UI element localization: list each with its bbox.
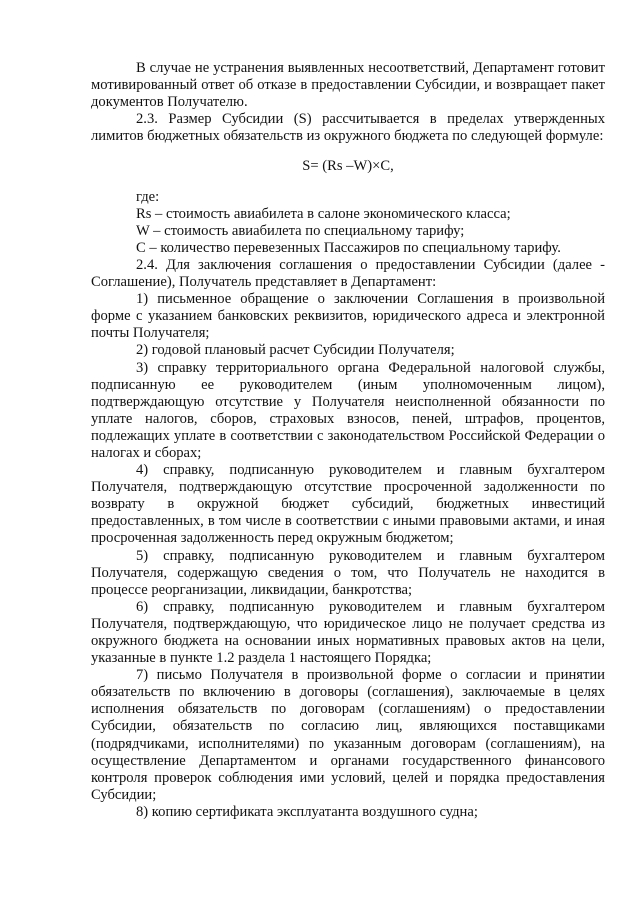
- list-item-2: 2) годовой плановый расчет Субсидии Получателя;: [136, 342, 455, 359]
- list-item-1: 1) письменное обращение о заключении Соглашения в произвольной форме с указанием банковских реквизитов, юридического адреса и электронной почты Получателя;: [91, 291, 605, 342]
- list-item-8: 8) копию сертификата эксплуатанта воздушного судна;: [136, 803, 478, 820]
- list-item-4: 4) справку, подписанную руководителем и главным бухгалтером Получателя, подтверждающую отсутствие просроченной задолженности по возврату в окружной бюджет субсидий, бюджетных инвестиций предоставленных, в том числе в соответствии с иными правовыми актами, и иная просроченная задолженность перед окружным бюджетом;: [91, 462, 605, 547]
- list-item-5: 5) справку, подписанную руководителем и главным бухгалтером Получателя, содержащую сведения о том, что Получатель не находится в процессе реорганизации, ликвидации, банкротства;: [91, 547, 605, 598]
- paragraph-2-4: 2.4. Для заключения соглашения о предоставлении Субсидии (далее - Соглашение), Получатель представляет в Департамент:: [91, 256, 605, 291]
- formula-def-w: W – стоимость авиабилета по специальному тарифу;: [136, 222, 465, 239]
- formula-where: где:: [136, 188, 160, 205]
- formula-def-rs: Rs – стоимость авиабилета в салоне экономического класса;: [136, 205, 511, 222]
- formula-def-c: С – количество перевезенных Пассажиров по специальному тарифу.: [136, 239, 561, 256]
- document-page: [91, 60, 605, 821]
- subsidy-formula: S= (Rs –W)×C,: [302, 158, 394, 175]
- paragraph-refusal: В случае не устранения выявленных несоответствий, Департамент готовит мотивированный ответ об отказе в предоставлении Субсидии, и возвращает пакет документов Получателю.: [91, 60, 605, 111]
- paragraph-2-3: 2.3. Размер Субсидии (S) рассчитывается в пределах утвержденных лимитов бюджетных обязательств из окружного бюджета по следующей формуле:: [91, 111, 605, 145]
- list-item-3: 3) справку территориального органа Федеральной налоговой службы, подписанную ее руководителем (иным уполномоченным лицом), подтверждающую отсутствие у Получателя неисполненной обязанности по уплате налогов, сборов, страховых взносов, пеней, штрафов, процентов, подлежащих уплате в соответствии с законодательством Российской Федерации о налогах и сборах;: [91, 359, 605, 461]
- list-item-6: 6) справку, подписанную руководителем и главным бухгалтером Получателя, подтверждающую, что юридическое лицо не получает средства из окружного бюджета на основании иных нормативных правовых актов на цели, указанные в пункте 1.2 раздела 1 настоящего Порядка;: [91, 598, 605, 667]
- list-item-7: 7) письмо Получателя в произвольной форме о согласии и принятии обязательств по включению в договоры (соглашения), заключаемые в целях исполнения обязательств по договорам (соглашениям) о предоставлении Субсидии, обязательств по согласию лиц, являющихся поставщиками (подрядчиками, исполнителями) по указанным договорам (соглашениям), на осуществление Департаментом и органами государственного финансового контроля проверок соблюдения ими условий, целей и порядка предоставления Субсидии;: [91, 667, 605, 803]
